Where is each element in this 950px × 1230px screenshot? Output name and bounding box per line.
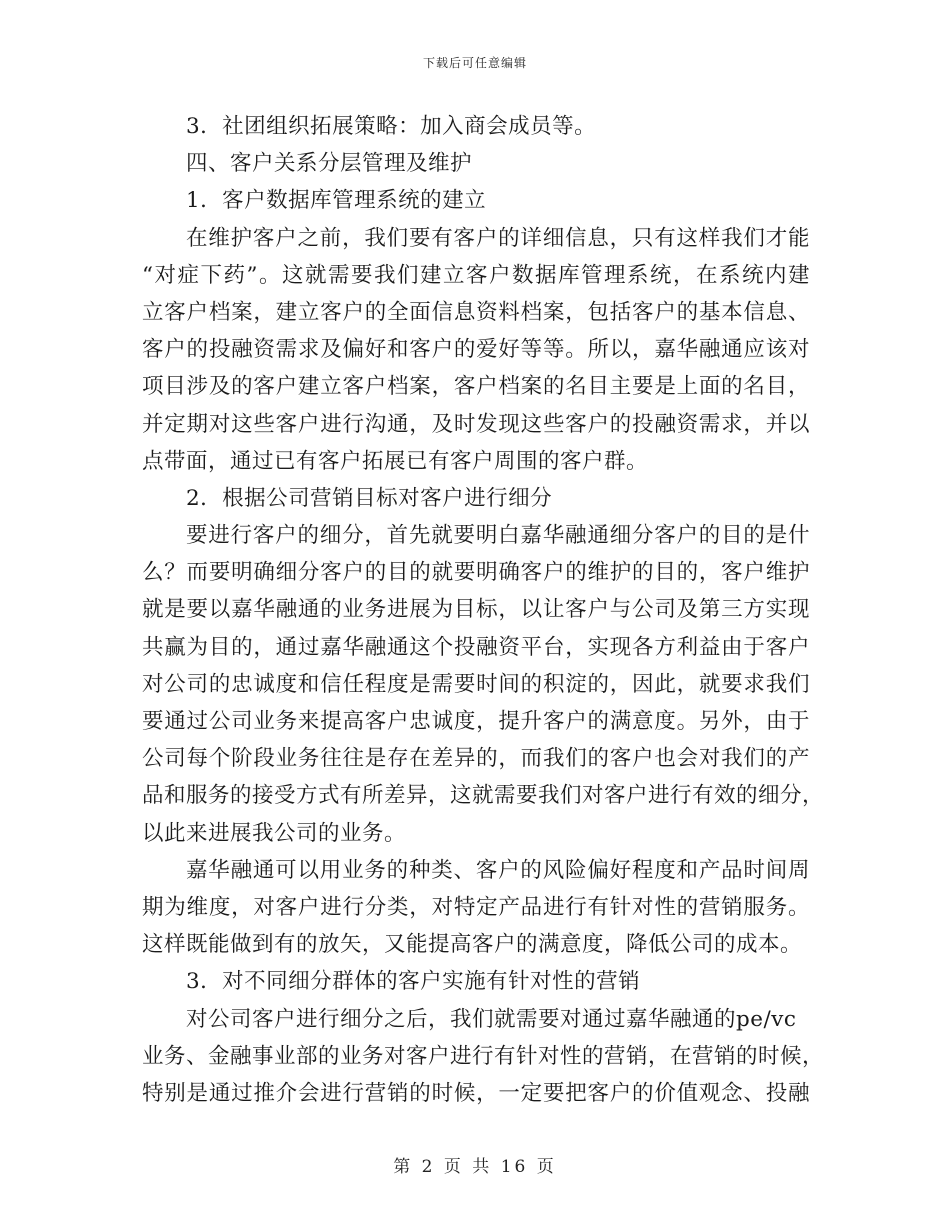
paragraph-line: 对公司的忠诚度和信任程度是需要时间的积淀的，因此，就要求我们	[142, 671, 810, 697]
paragraph-line: 就是要以嘉华融通的业务进展为目标，以让客户与公司及第三方实现	[142, 597, 810, 623]
paragraph-line: 要通过公司业务来提高客户忠诚度，提升客户的满意度。另外，由于	[142, 709, 810, 734]
paragraph-line: 立客户档案，建立客户的全面信息资料档案，包括客户的基本信息、	[142, 299, 810, 325]
paragraph-line: 共赢为目的，通过嘉华融通这个投融资平台，实现各方利益由于客户	[142, 634, 810, 660]
paragraph-line: 这样既能做到有的放矢，又能提高客户的满意度，降低公司的成本。	[142, 932, 803, 958]
paragraph-line: 客户的投融资需求及偏好和客户的爱好等等。所以，嘉华融通应该对	[142, 337, 810, 363]
text-line: 3．社团组织拓展策略：加入商会成员等。	[186, 114, 597, 139]
page-number: 第 2 页 共 16 页	[393, 1157, 557, 1177]
subsection-heading: 1．客户数据库管理系统的建立	[186, 188, 487, 214]
section-heading: 四、客户关系分层管理及维护	[186, 151, 473, 177]
paragraph-line: 在维护客户之前，我们要有客户的详细信息，只有这样我们才能	[186, 225, 810, 251]
paragraph-line: “对症下药”。这就需要我们建立客户数据库管理系统，在系统内建	[142, 262, 810, 288]
paragraph-line: 业务、金融事业部的业务对客户进行有针对性的营销，在营销的时候，	[142, 1043, 825, 1069]
paragraph-line: 么？而要明确细分客户的目的就要明确客户的维护的目的，客户维护	[142, 560, 810, 586]
paragraph-line: 嘉华融通可以用业务的种类、客户的风险偏好程度和产品时间周	[186, 857, 810, 883]
paragraph-line: 公司每个阶段业务往往是存在差异的，而我们的客户也会对我们的产	[142, 746, 810, 772]
paragraph-line: 期为维度，对客户进行分类，对特定产品进行有针对性的营销服务。	[142, 894, 810, 920]
document-body	[142, 108, 825, 1112]
paragraph-line: 要进行客户的细分，首先就要明白嘉华融通细分客户的目的是什	[186, 523, 810, 549]
download-editable-note: 下载后可任意编辑	[422, 56, 527, 70]
paragraph-line: 品和服务的接受方式有所差异，这就需要我们对客户进行有效的细分，	[142, 783, 825, 809]
subsection-heading: 3．对不同细分群体的客户实施有针对性的营销	[186, 969, 641, 995]
paragraph-line: 以此来进展我公司的业务。	[142, 820, 407, 846]
paragraph-line: 对公司客户进行细分之后，我们就需要对通过嘉华融通的pe/vc	[186, 1006, 797, 1032]
paragraph-line: 并定期对这些客户进行沟通，及时发现这些客户的投融资需求，并以	[142, 411, 810, 437]
subsection-heading: 2．根据公司营销目标对客户进行细分	[186, 485, 553, 511]
paragraph-line: 点带面，通过已有客户拓展已有客户周围的客户群。	[142, 448, 649, 474]
paragraph-line: 项目涉及的客户建立客户档案，客户档案的名目主要是上面的名目，	[142, 374, 810, 400]
paragraph-line: 特别是通过推介会进行营销的时候，一定要把客户的价值观念、投融	[142, 1080, 810, 1106]
